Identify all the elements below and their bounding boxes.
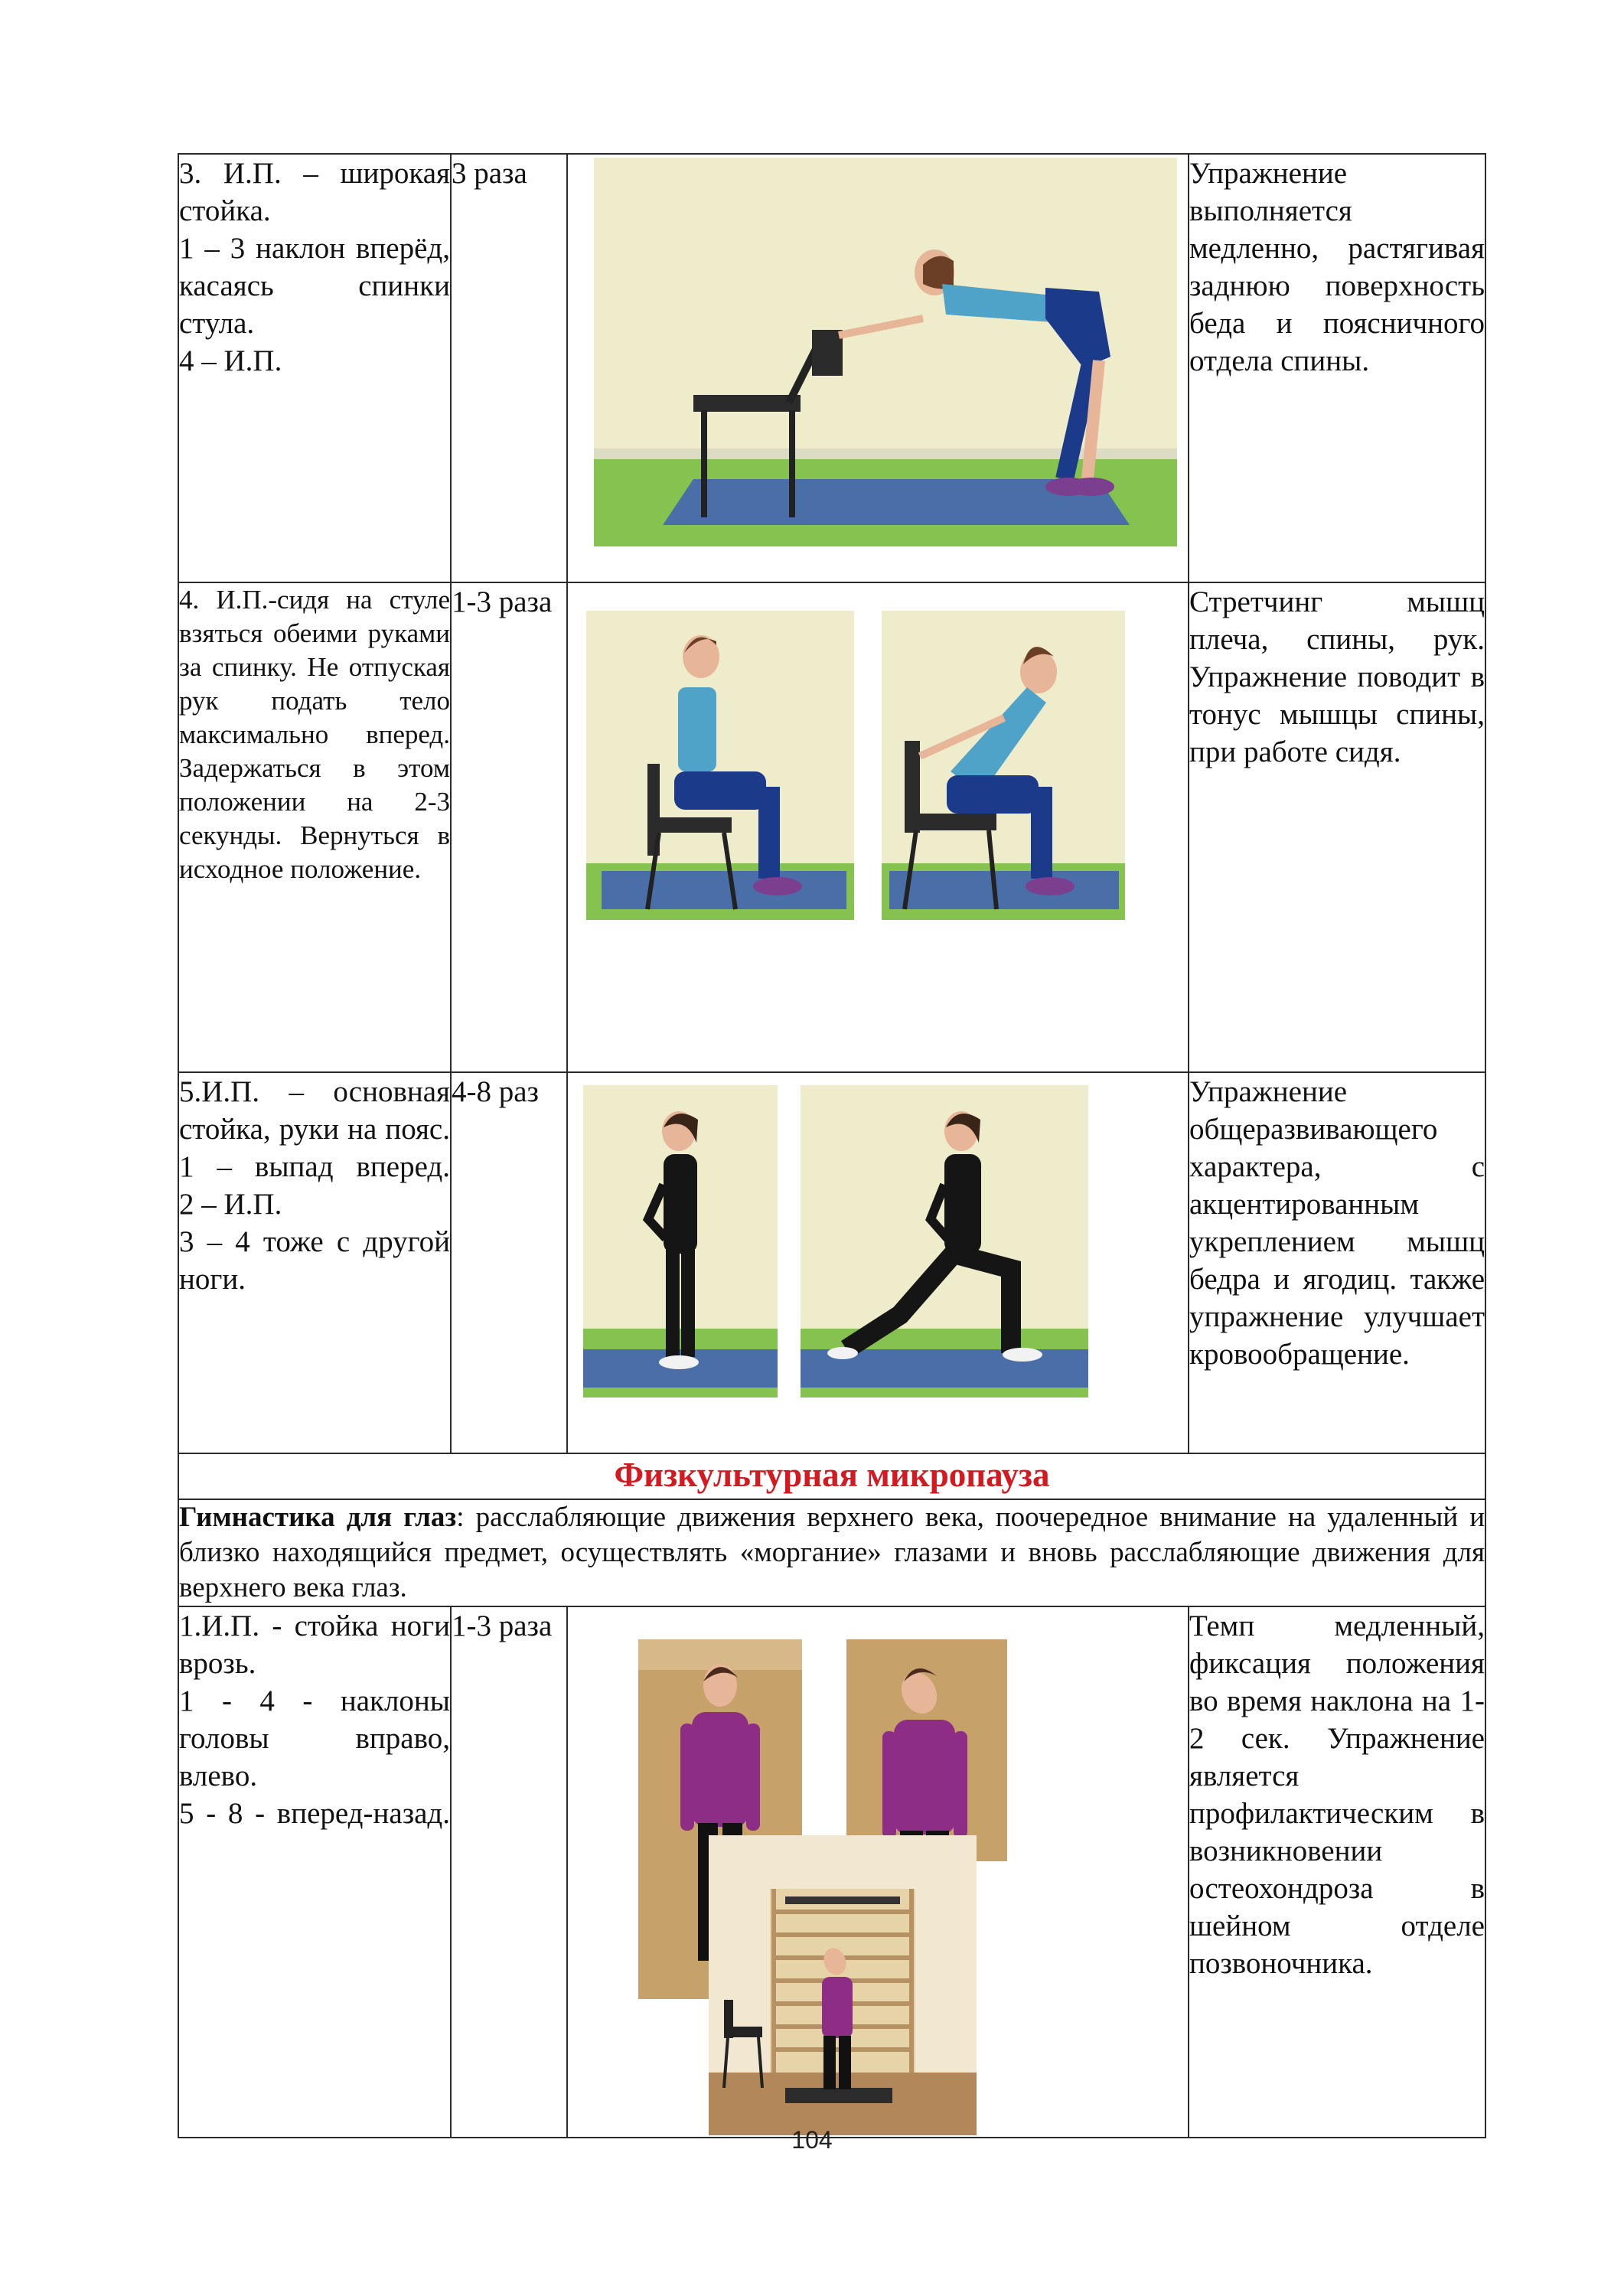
photo-head-tilt-side — [846, 1639, 1007, 1861]
exercise-row-3 — [178, 154, 1485, 582]
description-cell: Стретчинг мышц плеча, спины, рук. Упражнение поводит в тонус мышцы спины, при работе сидя. — [1189, 582, 1485, 1072]
exercise-row-4 — [178, 582, 1485, 1072]
photo-forward-bend-chair — [594, 158, 1177, 546]
repetitions-cell: 3 раза — [451, 154, 567, 582]
section-heading: Физкультурная микропауза — [178, 1453, 1485, 1499]
position-line: 3. И.П. – широкая стойка. — [179, 157, 450, 227]
exercise-row-5 — [178, 1072, 1485, 1453]
exercise-table — [178, 153, 1486, 2138]
photo-cell — [567, 154, 1189, 582]
start-position-cell — [178, 154, 451, 582]
photo-standing-hands-on-hips — [583, 1085, 778, 1397]
eye-gymnastics-note — [178, 1499, 1485, 1606]
photo-cell — [567, 1606, 1189, 2138]
position-line: 5 - 8 - вперед-назад. — [179, 1797, 450, 1830]
repetitions-cell: 1-3 раза — [451, 1606, 567, 2138]
start-position-cell: 4. И.П.-сидя на стуле взяться обеими руками за спинку. Не отпуская рук подать тело максимально вперед. Задержаться в этом положении на 2-3 секунды. Вернуться в исходное положение. — [178, 582, 451, 1072]
position-line: 3 – 4 тоже с другой ноги. — [179, 1225, 450, 1296]
position-line: 1 - 4 - наклоны головы вправо, влево. — [179, 1684, 450, 1792]
position-line: 5.И.П. – основная стойка, руки на пояс. — [179, 1075, 450, 1146]
photo-seated-upright — [586, 611, 854, 920]
description-cell: Упражнение выполняется медленно, растягивая заднюю поверхность беда и поясничного отдела спины. — [1189, 154, 1485, 582]
section-heading-row — [178, 1453, 1485, 1499]
photo-cell — [567, 582, 1189, 1072]
description-cell: Упражнение общеразвивающего характера, с акцентированным укреплением мышц бедра и ягодиц. также упражнение улучшает кровообращение. — [1189, 1072, 1485, 1453]
photo-cell — [567, 1072, 1189, 1453]
start-position-cell — [178, 1072, 451, 1453]
repetitions-cell: 4-8 раз — [451, 1072, 567, 1453]
position-line: 1 – 3 наклон вперёд, касаясь спинки стула. — [179, 232, 450, 340]
eye-gymnastics-label: Гимнастика для глаз — [179, 1502, 457, 1533]
position-line: 4 – И.П. — [179, 344, 282, 377]
position-line: 2 – И.П. — [179, 1188, 282, 1221]
exercise-row-neck — [178, 1606, 1485, 2138]
photo-lunge-forward — [801, 1085, 1088, 1397]
repetitions-cell: 1-3 раза — [451, 582, 567, 1072]
photo-seated-forward-reach — [882, 611, 1125, 920]
eye-gymnastics-row — [178, 1499, 1485, 1606]
eye-gymnastics-text: : расслабляющие движения верхнего века, поочередное внимание на удаленный и близко находящийся предмет, осуществлять «моргание» глазами и вновь расслабляющие движения для верхнего века глаз. — [179, 1502, 1485, 1603]
start-position-cell — [178, 1606, 451, 2138]
position-line: 1.И.П. - стойка ноги врозь. — [179, 1609, 450, 1680]
photo-wall-bars-gym — [709, 1835, 977, 2135]
position-line: 1 – выпад вперед. — [179, 1150, 450, 1183]
page-number: 104 — [791, 2126, 833, 2154]
description-cell: Темп медленный, фиксация положения во время наклона на 1-2 сек. Упражнение является профилактическим в возникновении остеохондроза в шейном отделе позвоночника. — [1189, 1606, 1485, 2138]
